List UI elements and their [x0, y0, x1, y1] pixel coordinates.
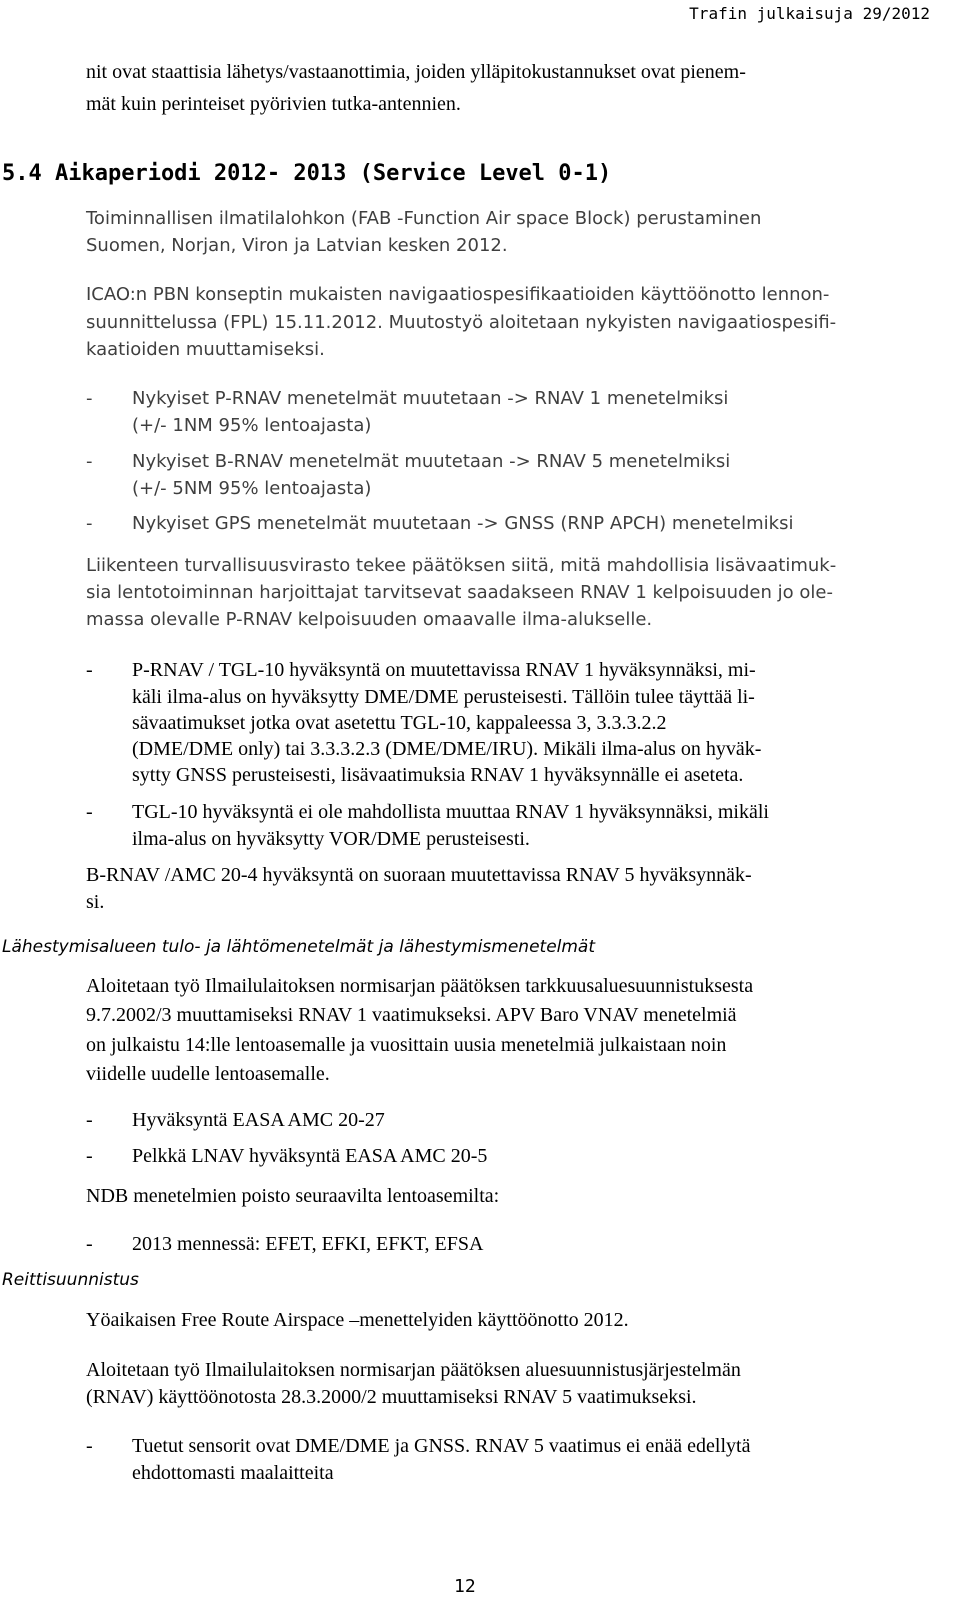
section-p3-line-2: sia lentotoiminnan harjoittajat tarvitsevat saadakseen RNAV 1 kelpoisuuden jo ole-	[86, 582, 833, 603]
section-p2-line-1: ICAO:n PBN konseptin mukaisten navigaatiospesifikaatioiden käyttöönotto lennon-	[86, 284, 830, 305]
intro-line-1: nit ovat staattisia lähetys/vastaanottimia, joiden ylläpitokustannukset ovat pienem-	[86, 61, 746, 83]
bullet-easa-amc-20-27: Hyväksyntä EASA AMC 20-27	[132, 1109, 385, 1131]
bullet-tgl10-vor-line-1: TGL-10 hyväksyntä ei ole mahdollista muuttaa RNAV 1 hyväksynnäksi, mikäli	[132, 801, 769, 823]
approach-p1-line-3: on julkaistu 14:lle lentoasemalle ja vuosittain uusia menetelmiä julkaistaan noin	[86, 1034, 727, 1056]
bullet-dash: -	[86, 388, 93, 409]
bullet-tgl10-line-2: käli ilma-alus on hyväksytty DME/DME perusteisesti. Tällöin tulee täyttää li-	[132, 686, 755, 708]
section-p4-line-2: si.	[86, 891, 105, 913]
section-p4-line-1: B-RNAV /AMC 20-4 hyväksyntä on suoraan muutettavissa RNAV 5 hyväksynnäk-	[86, 864, 752, 886]
route-heading: Reittisuunnistus	[2, 1270, 139, 1290]
page-number: 12	[454, 1576, 476, 1597]
bullet-ndb-2013: 2013 mennessä: EFET, EFKI, EFKT, EFSA	[132, 1233, 484, 1255]
section-p2-line-2: suunnittelussa (FPL) 15.11.2012. Muutostyö aloitetaan nykyisten navigaatiospesifi-	[86, 312, 837, 333]
ndb-intro: NDB menetelmien poisto seuraavilta lentoasemilta:	[86, 1185, 500, 1207]
bullet-p-rnav-line-2: (+/- 1NM 95% lentoajasta)	[132, 415, 372, 436]
bullet-tgl10-vor-line-2: ilma-alus on hyväksytty VOR/DME perusteisesti.	[132, 828, 530, 850]
bullet-dash: -	[86, 1233, 93, 1255]
approach-p1-line-4: viidelle uudelle lentoasemalle.	[86, 1063, 330, 1085]
route-p2-line-2: (RNAV) käyttöönotosta 28.3.2000/2 muuttamiseksi RNAV 5 vaatimukseksi.	[86, 1386, 697, 1408]
bullet-dash: -	[86, 1109, 93, 1131]
intro-line-2: mät kuin perinteiset pyörivien tutka-antennien.	[86, 93, 461, 115]
bullet-sensors-line-2: ehdottomasti maalaitteita	[132, 1462, 334, 1484]
bullet-dash: -	[86, 801, 93, 823]
bullet-p-rnav-line-1: Nykyiset P-RNAV menetelmät muutetaan -> RNAV 1 menetelmiksi	[132, 388, 729, 409]
section-p2-line-3: kaatioiden muuttamiseksi.	[86, 339, 325, 360]
publication-header: Trafin julkaisuja 29/2012	[689, 4, 930, 23]
bullet-b-rnav-line-2: (+/- 5NM 95% lentoajasta)	[132, 478, 372, 499]
section-p3-line-1: Liikenteen turvallisuusvirasto tekee päätöksen siitä, mitä mahdollisia lisävaatimuk-	[86, 555, 837, 576]
bullet-dash: -	[86, 513, 93, 534]
section-p3-line-3: massa olevalle P-RNAV kelpoisuuden omaavalle ilma-alukselle.	[86, 609, 653, 630]
section-p1-line-2: Suomen, Norjan, Viron ja Latvian kesken 2012.	[86, 235, 508, 256]
bullet-gps-line-1: Nykyiset GPS menetelmät muutetaan -> GNSS (RNP APCH) menetelmiksi	[132, 513, 794, 534]
route-p1: Yöaikaisen Free Route Airspace –menettelyiden käyttöönotto 2012.	[86, 1309, 629, 1331]
bullet-tgl10-line-5: sytty GNSS perusteisesti, lisävaatimuksia RNAV 1 hyväksynnälle ei aseteta.	[132, 764, 744, 786]
bullet-dash: -	[86, 1435, 93, 1457]
approach-p1-line-1: Aloitetaan työ Ilmailulaitoksen normisarjan päätöksen tarkkuusaluesuunnistuksesta	[86, 975, 754, 997]
section-p1-line-1: Toiminnallisen ilmatilalohkon (FAB -Function Air space Block) perustaminen	[86, 208, 762, 229]
bullet-tgl10-line-1: P-RNAV / TGL-10 hyväksyntä on muutettavissa RNAV 1 hyväksynnäksi, mi-	[132, 659, 756, 681]
section-heading: 5.4 Aikaperiodi 2012- 2013 (Service Level 0-1)	[2, 161, 612, 186]
bullet-sensors-line-1: Tuetut sensorit ovat DME/DME ja GNSS. RNAV 5 vaatimus ei enää edellytä	[132, 1435, 751, 1457]
approach-heading: Lähestymisalueen tulo- ja lähtömenetelmät ja lähestymismenetelmät	[2, 937, 596, 957]
approach-p1-line-2: 9.7.2002/3 muuttamiseksi RNAV 1 vaatimukseksi. APV Baro VNAV menetelmiä	[86, 1004, 737, 1026]
bullet-dash: -	[86, 659, 93, 681]
bullet-dash: -	[86, 1145, 93, 1167]
bullet-lnav-amc-20-5: Pelkkä LNAV hyväksyntä EASA AMC 20-5	[132, 1145, 488, 1167]
bullet-tgl10-line-4: (DME/DME only) tai 3.3.3.2.3 (DME/DME/IRU). Mikäli ilma-alus on hyväk-	[132, 738, 762, 760]
route-p2-line-1: Aloitetaan työ Ilmailulaitoksen normisarjan päätöksen aluesuunnistusjärjestelmän	[86, 1359, 741, 1381]
bullet-dash: -	[86, 451, 93, 472]
bullet-b-rnav-line-1: Nykyiset B-RNAV menetelmät muutetaan -> RNAV 5 menetelmiksi	[132, 451, 731, 472]
bullet-tgl10-line-3: sävaatimukset jotka ovat asetettu TGL-10, kappaleessa 3, 3.3.3.2.2	[132, 712, 667, 734]
